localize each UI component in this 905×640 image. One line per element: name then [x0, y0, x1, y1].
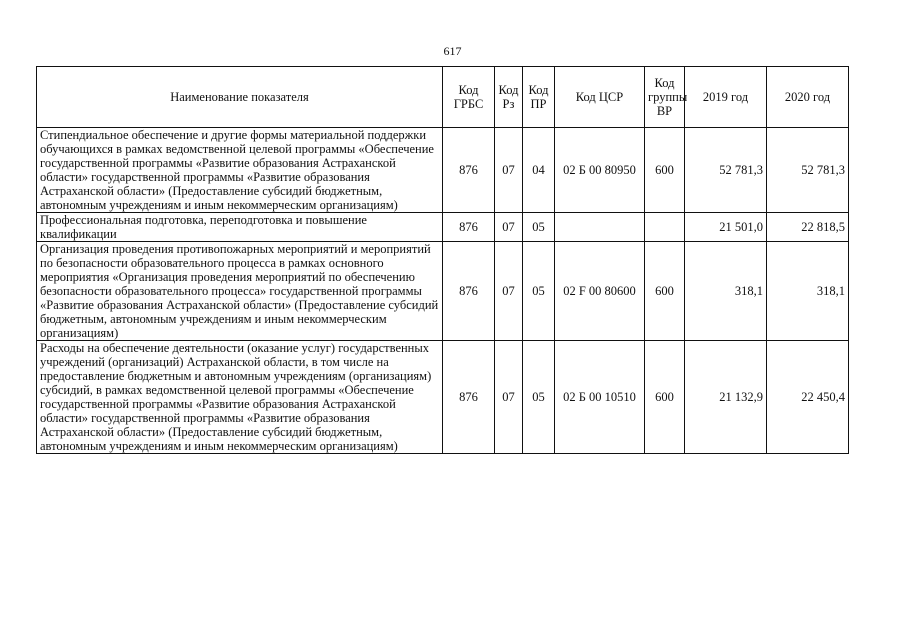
csr-code: 02 F 00 80600 — [555, 242, 645, 341]
csr-code — [555, 213, 645, 242]
header-row — [37, 67, 849, 128]
budget-table — [36, 66, 849, 454]
grbs-code: 876 — [443, 128, 495, 213]
header-pr: Код ПР — [523, 67, 555, 128]
indicator-name: Расходы на обеспечение деятельности (оказание услуг) государственных учреждений (организаций) Астраханской области, в том числе на предоставление бюджетным и автономным учреждениям (организациям) субсидий, в рамках ведомственной целевой программы «Обеспечение государственной программы «Развитие образования Астраханской области» государственной программы «Развитие образования Астраханской области» (Предоставление субсидий бюджетным, автономным учреждениям и иным некоммерческим организациям) — [37, 341, 443, 454]
grbs-code: 876 — [443, 242, 495, 341]
amount-2019: 21 132,9 — [685, 341, 767, 454]
table-row — [37, 213, 849, 242]
table-row — [37, 341, 849, 454]
csr-code: 02 Б 00 80950 — [555, 128, 645, 213]
indicator-name: Профессиональная подготовка, переподготовка и повышение квалификации — [37, 213, 443, 242]
amount-2019: 318,1 — [685, 242, 767, 341]
header-vr: Код группы ВР — [645, 67, 685, 128]
pr-code: 04 — [523, 128, 555, 213]
indicator-name: Стипендиальное обеспечение и другие формы материальной поддержки обучающихся в рамках ведомственной целевой программы «Обеспечение государственной программы «Развитие образования Астраханской области» государственной программы «Развитие образования Астраханской области» (Предоставление субсидий бюджетным, автономным учреждениям и иным некоммерческим организациям) — [37, 128, 443, 213]
vr-code: 600 — [645, 128, 685, 213]
table-row — [37, 242, 849, 341]
rz-code: 07 — [495, 128, 523, 213]
amount-2020: 318,1 — [767, 242, 849, 341]
vr-code — [645, 213, 685, 242]
pr-code: 05 — [523, 341, 555, 454]
grbs-code: 876 — [443, 213, 495, 242]
rz-code: 07 — [495, 213, 523, 242]
indicator-name: Организация проведения противопожарных мероприятий и мероприятий по безопасности образовательного процесса в рамках основного мероприятия «Организация проведения мероприятий по обеспечению безопасности образовательного процесса» государственной программы «Развитие образования Астраханской области» (Предоставление субсидий бюджетным, автономным учреждениям и иным некоммерческим организациям) — [37, 242, 443, 341]
header-rz: Код Рз — [495, 67, 523, 128]
amount-2020: 22 450,4 — [767, 341, 849, 454]
amount-2020: 52 781,3 — [767, 128, 849, 213]
csr-code: 02 Б 00 10510 — [555, 341, 645, 454]
amount-2019: 52 781,3 — [685, 128, 767, 213]
header-name: Наименование показателя — [37, 67, 443, 128]
grbs-code: 876 — [443, 341, 495, 454]
amount-2020: 22 818,5 — [767, 213, 849, 242]
vr-code: 600 — [645, 341, 685, 454]
header-2020: 2020 год — [767, 67, 849, 128]
header-grbs: Код ГРБС — [443, 67, 495, 128]
rz-code: 07 — [495, 242, 523, 341]
vr-code: 600 — [645, 242, 685, 341]
page-number: 617 — [443, 44, 462, 58]
header-2019: 2019 год — [685, 67, 767, 128]
header-csr: Код ЦСР — [555, 67, 645, 128]
pr-code: 05 — [523, 213, 555, 242]
table-row — [37, 128, 849, 213]
rz-code: 07 — [495, 341, 523, 454]
pr-code: 05 — [523, 242, 555, 341]
amount-2019: 21 501,0 — [685, 213, 767, 242]
